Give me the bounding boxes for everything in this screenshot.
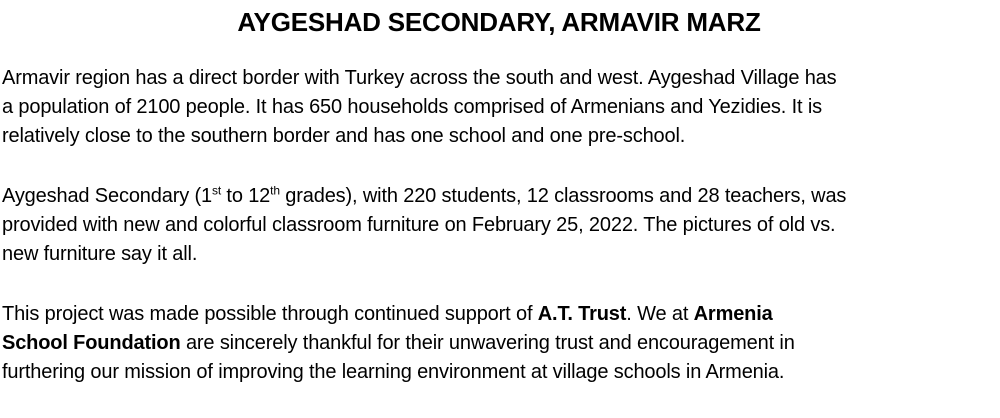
paragraph-line — [2, 329, 998, 358]
bold-organization-name: School Foundation — [2, 332, 181, 354]
paragraph-line: Armavir region has a direct border with Turkey across the south and west. Aygeshad Village has — [2, 67, 837, 89]
paragraph-line — [2, 300, 998, 329]
paragraph-line: provided with new and colorful classroom furniture on February 25, 2022. The pictures of old vs. — [2, 214, 836, 236]
paragraph-line: furthering our mission of improving the learning environment at village schools in Armenia. — [2, 361, 785, 383]
superscript-ordinal: th — [270, 183, 280, 198]
bold-sponsor-name: A.T. Trust — [537, 303, 627, 325]
paragraph-line: a population of 2100 people. It has 650 households comprised of Armenians and Yezidies. It is — [2, 96, 822, 118]
document-title: AYGESHAD SECONDARY, ARMAVIR MARZ — [237, 7, 761, 37]
bold-organization-name: Armenia — [693, 303, 773, 325]
text-run: Aygeshad Secondary (1 — [2, 185, 212, 207]
paragraph-region-info — [2, 64, 998, 151]
paragraph-school-info — [2, 182, 998, 269]
text-run: . We at — [626, 303, 694, 325]
superscript-ordinal: st — [211, 183, 222, 198]
text-run: to 12 — [221, 185, 271, 207]
text-run: are sincerely thankful for their unwavering trust and encouragement in — [180, 332, 795, 354]
text-run: This project was made possible through continued support of — [2, 303, 538, 325]
paragraph-line — [2, 182, 998, 211]
paragraph-line: relatively close to the southern border and has one school and one pre-school. — [2, 125, 686, 147]
paragraph-line: new furniture say it all. — [2, 243, 198, 265]
paragraph-acknowledgement — [2, 300, 998, 387]
text-run: grades), with 220 students, 12 classrooms and 28 teachers, was — [279, 185, 847, 207]
